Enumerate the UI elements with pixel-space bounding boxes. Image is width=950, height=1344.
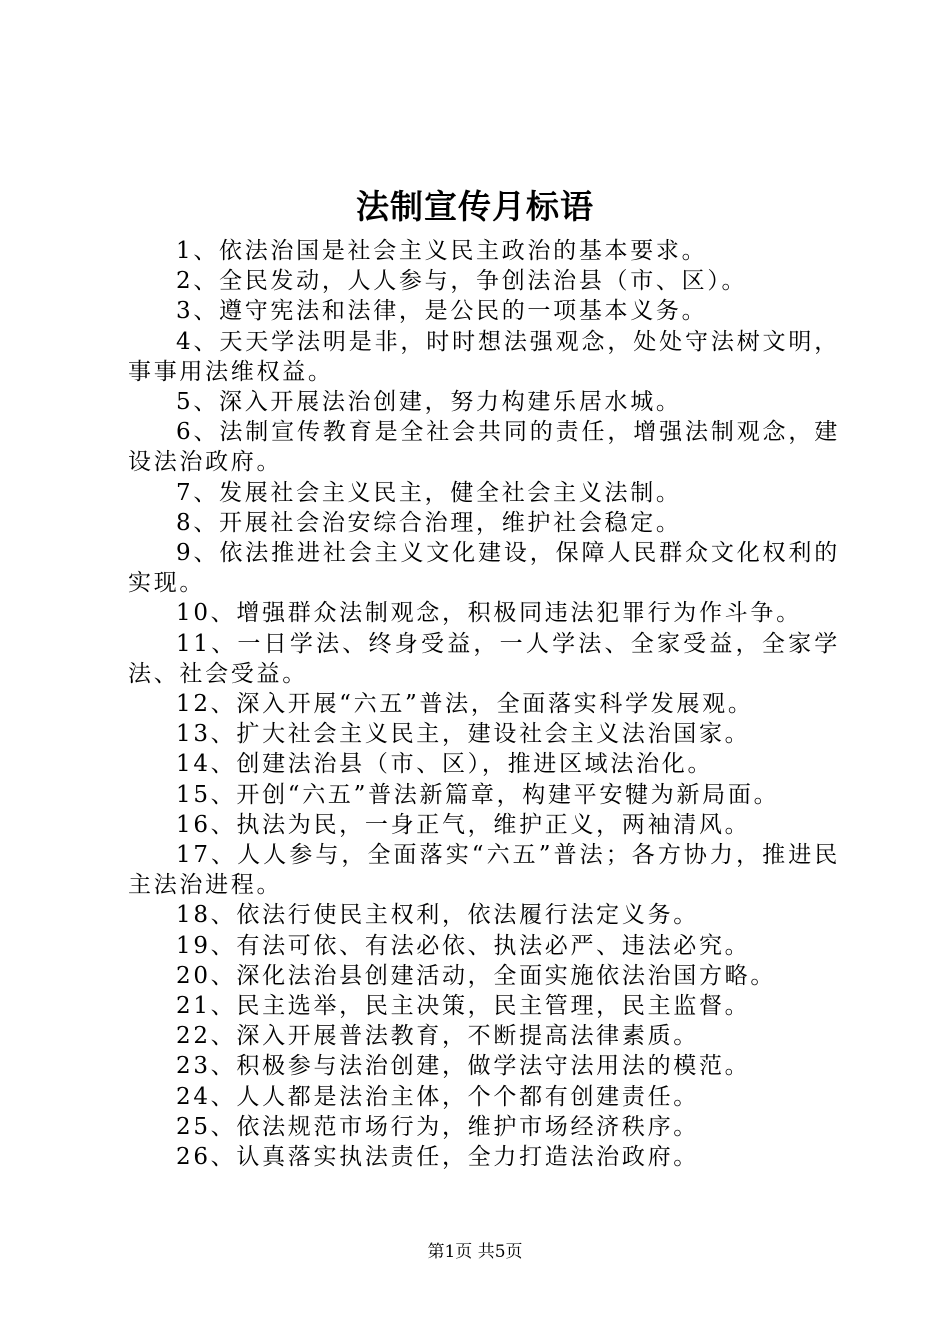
slogan-item: 18、依法行使民主权利，依法履行法定义务。 <box>176 902 699 929</box>
page-title: 法制宣传月标语 <box>356 187 594 226</box>
slogan-item: 12、深入开展“六五”普法，全面落实科学发展观。 <box>176 691 754 718</box>
slogan-item: 8、开展社会治安综合治理，维护社会稳定。 <box>176 509 682 536</box>
slogan-item: 6、法制宣传教育是全社会共同的责任，增强法制观念，建设法治政府。 <box>128 419 840 476</box>
slogan-item: 23、积极参与法治创建，做学法守法用法的模范。 <box>176 1053 751 1080</box>
slogan-item: 20、深化法治县创建活动，全面实施依法治国方略。 <box>176 962 777 989</box>
slogan-item: 11、一日学法、终身受益，一人学法、全家受益，全家学法、社会受益。 <box>128 630 840 687</box>
slogan-item: 24、人人都是法治主体，个个都有创建责任。 <box>176 1083 699 1110</box>
slogan-item: 13、扩大社会主义民主，建设社会主义法治国家。 <box>176 721 751 748</box>
slogan-item: 2、全民发动，人人参与，争创法治县（市、区）。 <box>176 268 748 295</box>
slogan-item: 16、执法为民，一身正气，维护正义，两袖清风。 <box>176 811 751 838</box>
slogan-item: 4、天天学法明是非，时时想法强观念，处处守法树文明，事事用法维权益。 <box>128 328 840 385</box>
page-footer: 第1页 共5页 <box>427 1242 523 1262</box>
slogan-item: 25、依法规范市场行为，维护市场经济秩序。 <box>176 1113 699 1140</box>
slogan-item: 3、遵守宪法和法律，是公民的一项基本义务。 <box>176 298 708 325</box>
slogan-item: 26、认真落实执法责任，全力打造法治政府。 <box>176 1144 699 1171</box>
slogan-item: 10、增强群众法制观念，积极同违法犯罪行为作斗争。 <box>176 600 802 627</box>
slogan-item: 19、有法可依、有法必依、执法必严、违法必究。 <box>176 932 751 959</box>
slogan-item: 15、开创“六五”普法新篇章，构建平安犍为新局面。 <box>176 781 780 808</box>
slogan-item: 1、依法治国是社会主义民主政治的基本要求。 <box>176 238 708 264</box>
slogan-item: 14、创建法治县（市、区），推进区域法治化。 <box>176 751 714 778</box>
slogan-list <box>128 236 840 1172</box>
slogan-item: 17、人人参与，全面落实“六五”普法；各方协力，推进民主法治进程。 <box>128 842 840 899</box>
slogan-item: 21、民主选举，民主决策，民主管理，民主监督。 <box>176 993 751 1020</box>
slogan-item: 9、依法推进社会主义文化建设，保障人民群众文化权利的实现。 <box>128 540 840 597</box>
slogan-item: 22、深入开展普法教育，不断提高法律素质。 <box>176 1023 699 1050</box>
slogan-item: 7、发展社会主义民主，健全社会主义法制。 <box>176 479 682 506</box>
slogan-item: 5、深入开展法治创建，努力构建乐居水城。 <box>176 389 682 416</box>
